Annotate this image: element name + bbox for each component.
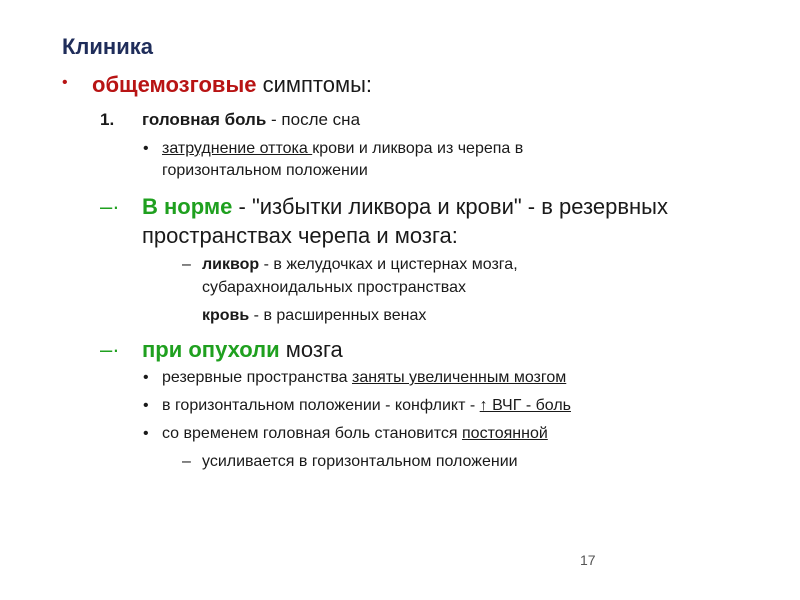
tumor-sub3-underlined: постоянной <box>462 425 548 442</box>
slide-title: Клиника <box>62 34 153 59</box>
tumor-sub3-sub-marker: – <box>182 453 191 470</box>
norm-sub2-bold: кровь <box>202 307 250 324</box>
tumor-sub3 <box>162 425 548 443</box>
bullet-dot: • <box>143 397 149 414</box>
item1-sub-underlined: затруднение оттока <box>162 140 313 157</box>
norm-sub1-marker: – <box>182 256 191 273</box>
item1-bold: головная боль <box>142 110 267 129</box>
tumor-sub1-underlined: заняты увеличенным мозгом <box>352 369 567 386</box>
norm-sub2-rest: - в расширенных венах <box>249 307 427 324</box>
bullet-dot: • <box>62 74 68 91</box>
main-bullet-rest: симптомы: <box>256 72 373 97</box>
tumor-line <box>142 337 343 363</box>
norm-sub1-bold: ликвор <box>202 256 260 273</box>
tumor-sub1 <box>162 369 566 387</box>
tumor-sub2 <box>162 397 571 415</box>
main-bullet <box>92 72 372 98</box>
norm-line2: пространствах черепа и мозга: <box>142 223 458 248</box>
norm-sub1-rest: - в желудочках и цистернах мозга, <box>259 256 518 273</box>
item1-sub-line2: горизонтальном положении <box>162 162 368 179</box>
page-number: 17 <box>580 552 596 568</box>
tumor-sub2-text: в горизонтальном положении - конфликт - <box>162 397 480 414</box>
tumor-highlight: при опухоли <box>142 337 280 362</box>
tumor-marker: –· <box>100 337 120 362</box>
tumor-sub1-text: резервные пространства <box>162 369 352 386</box>
norm-rest: - "избытки ликвора и крови" - в резервных <box>232 194 668 219</box>
tumor-sub2-underlined: ↑ ВЧГ - боль <box>479 397 571 414</box>
norm-highlight: В норме <box>142 194 233 219</box>
bullet-dot: • <box>143 425 149 442</box>
bullet-dot: • <box>143 369 149 386</box>
norm-sub2-line <box>202 307 426 325</box>
norm-marker: –· <box>100 194 120 219</box>
tumor-sub3-text: со временем головная боль становится <box>162 425 462 442</box>
item1-sub-rest: крови и ликвора из черепа в <box>312 140 524 157</box>
item1-line <box>142 110 360 130</box>
item1-rest: - после сна <box>266 110 361 129</box>
item-number: 1. <box>100 110 115 129</box>
main-bullet-highlight: общемозговые <box>92 72 257 97</box>
tumor-rest: мозга <box>279 337 343 362</box>
norm-sub1-line2: субарахноидальных пространствах <box>202 279 466 296</box>
bullet-dot: • <box>143 140 149 157</box>
norm-sub1-line1 <box>202 256 518 274</box>
norm-line1 <box>142 194 668 220</box>
tumor-sub3-sub-text: усиливается в горизонтальном положении <box>202 453 518 470</box>
item1-sub-line1 <box>162 140 523 158</box>
